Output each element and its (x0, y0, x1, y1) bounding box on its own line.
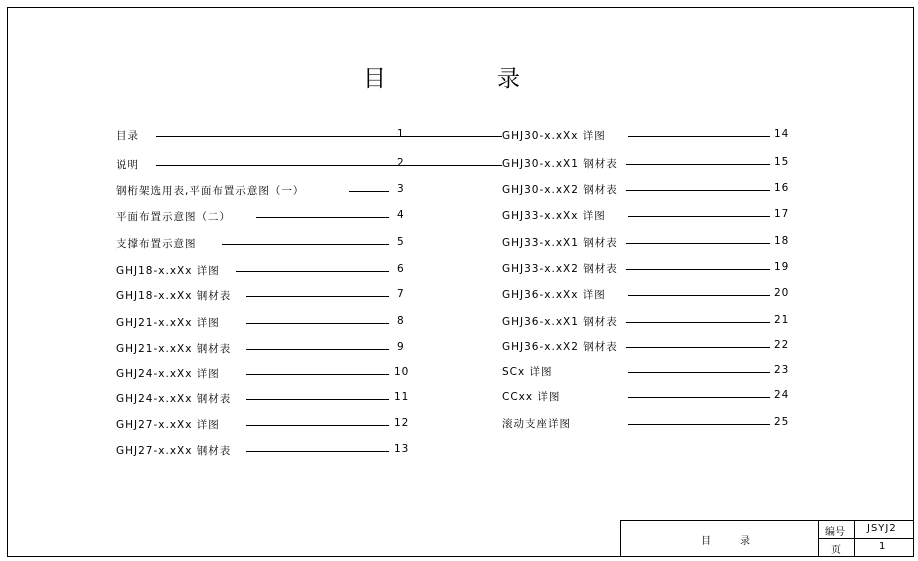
toc-leader-line (256, 217, 389, 218)
toc-entry-page: 23 (774, 364, 790, 376)
toc-leader-line (626, 347, 770, 348)
toc-entry (116, 315, 416, 331)
toc-entry-label: GHJ24-x.xXx 详图 (116, 368, 220, 380)
toc-entry-label: GHJ30-x.xXx 详图 (502, 130, 606, 142)
toc-entry-label: 钢桁架选用表,平面布置示意图（一） (116, 185, 305, 197)
toc-entry-label: 目录 (116, 130, 139, 142)
toc-entry-label: GHJ27-x.xXx 详图 (116, 419, 220, 431)
drawing-frame (7, 7, 914, 557)
title-block-code-value: JSYJ2 (867, 523, 897, 534)
toc-entry (502, 339, 802, 355)
toc-entry (116, 128, 416, 144)
toc-entry (502, 235, 802, 251)
title-block-page-value: 1 (879, 541, 886, 552)
toc-leader-line (236, 271, 389, 272)
toc-entry-page: 18 (774, 235, 790, 247)
toc-leader-line (626, 243, 770, 244)
toc-entry (502, 156, 802, 172)
toc-entry (502, 128, 802, 144)
toc-entry-page: 21 (774, 314, 790, 326)
toc-entry-label: GHJ30-x.xX2 钢材表 (502, 184, 618, 196)
toc-leader-line (246, 451, 389, 452)
toc-entry-page: 5 (397, 236, 405, 248)
toc-entry (116, 157, 416, 173)
toc-entry-page: 12 (394, 417, 410, 429)
toc-leader-line (246, 374, 389, 375)
toc-entry-page: 16 (774, 182, 790, 194)
toc-entry (502, 389, 802, 405)
toc-entry-page: 13 (394, 443, 410, 455)
page-title-right: 录 (497, 66, 520, 92)
toc-entry-page: 10 (394, 366, 410, 378)
toc-entry-page: 20 (774, 287, 790, 299)
toc-entry-label: GHJ18-x.xXx 钢材表 (116, 290, 232, 302)
toc-leader-line (628, 397, 770, 398)
toc-entry-page: 7 (397, 288, 405, 300)
toc-entry-label: GHJ18-x.xXx 详图 (116, 265, 220, 277)
title-block-name-right: 录 (740, 536, 750, 547)
toc-leader-line (626, 269, 770, 270)
toc-entry (116, 443, 416, 459)
toc-entry-page: 8 (397, 315, 405, 327)
toc-entry (502, 287, 802, 303)
toc-leader-line (628, 372, 770, 373)
toc-entry (116, 183, 416, 199)
toc-entry-label: 平面布置示意图（二） (116, 211, 231, 223)
toc-entry-page: 15 (774, 156, 790, 168)
toc-entry-page: 19 (774, 261, 790, 273)
toc-entry (116, 417, 416, 433)
toc-entry-label: GHJ24-x.xXx 钢材表 (116, 393, 232, 405)
toc-entry (116, 341, 416, 357)
toc-entry-page: 9 (397, 341, 405, 353)
toc-entry (116, 236, 416, 252)
title-block-page-label: 页 (831, 545, 841, 556)
toc-leader-line (246, 349, 389, 350)
toc-entry-page: 6 (397, 263, 405, 275)
toc-leader-line (626, 190, 770, 191)
toc-leader-line (628, 424, 770, 425)
toc-entry-page: 1 (397, 128, 405, 140)
toc-leader-line (628, 216, 770, 217)
toc-entry (502, 261, 802, 277)
toc-entry-page: 24 (774, 389, 790, 401)
toc-leader-line (349, 191, 389, 192)
toc-leader-line (246, 296, 389, 297)
page-title-left: 目 (363, 66, 386, 92)
toc-leader-line (156, 165, 502, 166)
toc-entry-label: GHJ36-x.xXx 详图 (502, 289, 606, 301)
toc-entry-label: 支撑布置示意图 (116, 238, 197, 250)
toc-entry-label: 滚动支座详图 (502, 418, 571, 430)
toc-leader-line (156, 136, 502, 137)
toc-entry (502, 208, 802, 224)
toc-leader-line (626, 164, 770, 165)
toc-entry-page: 14 (774, 128, 790, 140)
toc-entry-label: GHJ33-x.xX1 钢材表 (502, 237, 618, 249)
toc-entry-page: 17 (774, 208, 790, 220)
title-block (620, 520, 913, 556)
toc-entry (116, 288, 416, 304)
toc-entry-label: GHJ33-x.xXx 详图 (502, 210, 606, 222)
toc-entry-label: GHJ27-x.xXx 钢材表 (116, 445, 232, 457)
toc-entry (502, 364, 802, 380)
toc-entry-label: CCxx 详图 (502, 391, 561, 403)
toc-leader-line (628, 295, 770, 296)
toc-entry-label: GHJ21-x.xXx 详图 (116, 317, 220, 329)
toc-entry-label: GHJ21-x.xXx 钢材表 (116, 343, 232, 355)
toc-leader-line (628, 136, 770, 137)
toc-entry-page: 11 (394, 391, 410, 403)
toc-leader-line (246, 323, 389, 324)
toc-leader-line (246, 399, 389, 400)
toc-entry (502, 416, 802, 432)
toc-entry-page: 25 (774, 416, 790, 428)
toc-entry-label: SCx 详图 (502, 366, 553, 378)
toc-entry (116, 263, 416, 279)
title-block-code-label: 编号 (825, 527, 845, 538)
toc-leader-line (246, 425, 389, 426)
toc-entry-label: 说明 (116, 159, 139, 171)
toc-entry-label: GHJ36-x.xX1 钢材表 (502, 316, 618, 328)
toc-entry (116, 209, 416, 225)
toc-entry (502, 314, 802, 330)
toc-entry (116, 366, 416, 382)
toc-entry-page: 3 (397, 183, 405, 195)
toc-entry-label: GHJ36-x.xX2 钢材表 (502, 341, 618, 353)
toc-entry (116, 391, 416, 407)
toc-entry (502, 182, 802, 198)
toc-leader-line (222, 244, 389, 245)
title-block-divider (818, 538, 913, 539)
title-block-name-left: 目 (701, 536, 711, 547)
toc-entry-label: GHJ30-x.xX1 钢材表 (502, 158, 618, 170)
toc-entry-label: GHJ33-x.xX2 钢材表 (502, 263, 618, 275)
toc-entry-page: 22 (774, 339, 790, 351)
toc-leader-line (626, 322, 770, 323)
toc-entry-page: 2 (397, 157, 405, 169)
toc-entry-page: 4 (397, 209, 405, 221)
